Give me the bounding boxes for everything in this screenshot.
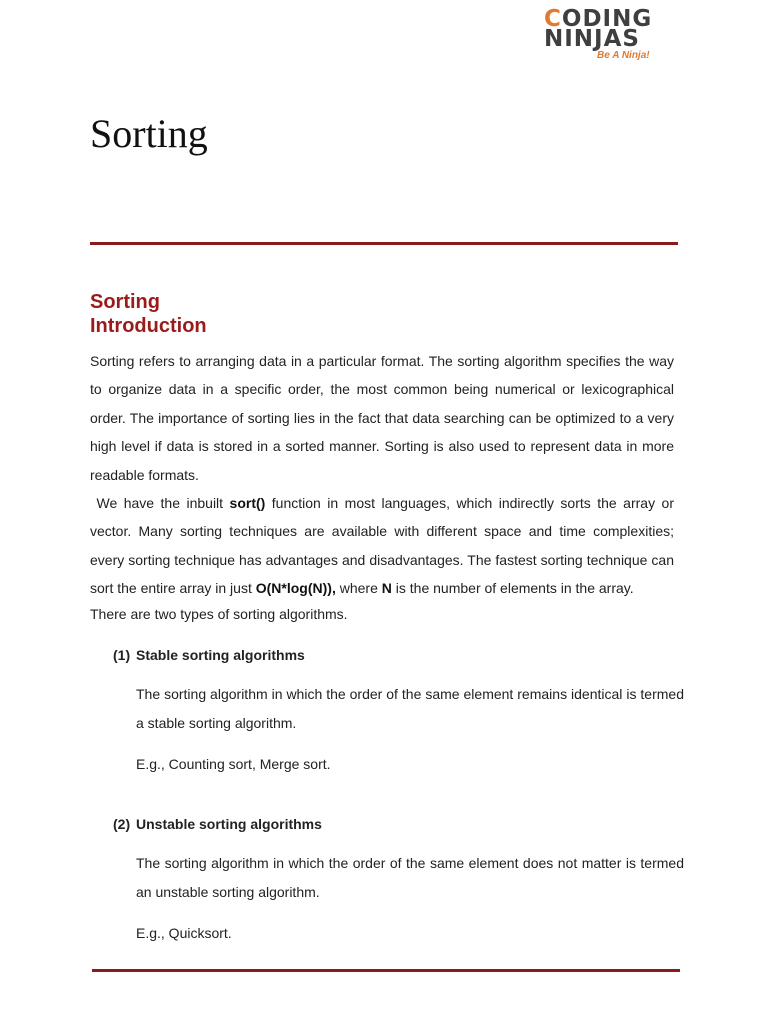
n-variable: N bbox=[381, 580, 392, 597]
stable-sorting-heading bbox=[113, 645, 305, 665]
footer-divider bbox=[92, 969, 680, 972]
sort-function-paragraph bbox=[90, 489, 674, 603]
unstable-sorting-description: The sorting algorithm in which the order of the same element does not matter is termed an unstable sorting algorithm. bbox=[136, 855, 684, 900]
unstable-sorting-heading bbox=[113, 814, 322, 834]
intro-paragraph: Sorting refers to arranging data in a particular format. The sorting algorithm specifies the way to organize data in a specific order, the most common being numerical or lexicographical order. The importance of sorting lies in the fact that data searching can be optimized to a very high level if data is stored in a sorted manner. Sorting is also used to represent data in more readable formats. bbox=[90, 353, 674, 483]
logo-tagline: Be A Ninja! bbox=[597, 50, 650, 61]
paragraph2-text-3: where bbox=[335, 580, 382, 597]
logo-row-2 bbox=[544, 28, 640, 51]
time-complexity: O(N*log(N)), bbox=[255, 580, 336, 597]
list-number: (2) bbox=[113, 816, 131, 832]
paragraph2-text-1: We have the inbuilt bbox=[96, 495, 230, 511]
types-intro-paragraph: There are two types of sorting algorithms. bbox=[90, 606, 348, 622]
paragraph2-text-2: function in most languages, which indirectly sorts the array or vector. Many sorting techniques are available with different space and time complexities; every sorting technique has advantages and disadvantages. The fastest sorting technique can sort the entire array in just bbox=[90, 495, 674, 597]
unstable-sorting-title: Unstable sorting algorithms bbox=[136, 816, 322, 832]
coding-ninjas-logo bbox=[544, 8, 660, 62]
document-title: Sorting bbox=[90, 111, 208, 156]
list-number: (1) bbox=[113, 647, 131, 663]
logo-word-coding: ODING bbox=[561, 6, 653, 32]
section-heading bbox=[90, 290, 207, 338]
unstable-sorting-example: E.g., Quicksort. bbox=[136, 925, 232, 941]
title-divider bbox=[90, 242, 678, 245]
paragraph2-text-4: is the number of elements in the array. bbox=[391, 580, 634, 597]
logo-word-ninjas: NINJAS bbox=[544, 26, 640, 52]
section-heading-line-2: Introduction bbox=[90, 315, 207, 337]
sort-function-name: sort() bbox=[229, 495, 266, 511]
stable-sorting-example: E.g., Counting sort, Merge sort. bbox=[136, 756, 331, 772]
stable-sorting-description: The sorting algorithm in which the order of the same element remains identical is termed a stable sorting algorithm. bbox=[136, 686, 684, 731]
logo-letter-c: C bbox=[544, 6, 562, 32]
section-heading-line-1: Sorting bbox=[90, 291, 160, 313]
stable-sorting-title: Stable sorting algorithms bbox=[136, 647, 305, 663]
